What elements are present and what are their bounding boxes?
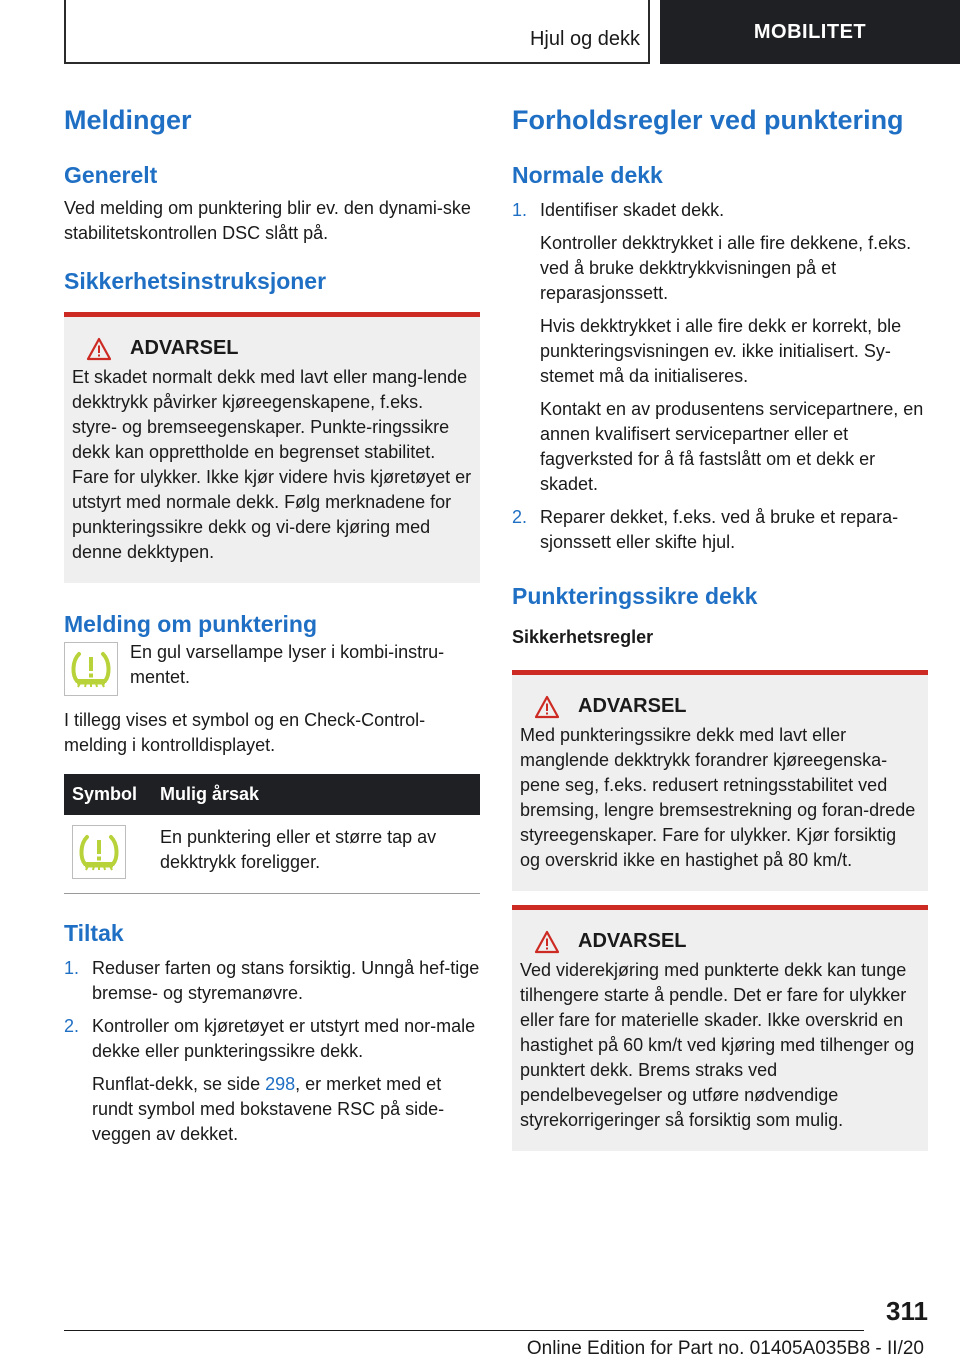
tire-pressure-warning-icon [68,649,114,689]
table-row [64,815,480,894]
footer-rule [64,1330,864,1331]
header-chapter-tab [660,0,960,64]
header-chapter-label: MOBILITET [753,20,867,43]
warning-text: Et skadet normalt dekk med lavt eller mang-lende dekktrykk påvirker kjøreegenskapene, f.eks. styre- og bremseegenskaper. Punkte-ringssikre dekk kan opprettholde en begrenset stabilitet. Fare for ulykker. Ikke kjør videre hvis kjøretøyet er utstyrt med normale dekk. Følg merknadene for punkteringssikre dekk og vi-dere kjøring med denne dekktypen. [72,366,472,562]
step-number: 2. [64,1015,80,1036]
table-header-cause: Mulig årsak [152,774,480,815]
step-number: 2. [512,506,528,527]
table-cell-symbol [64,815,152,894]
step-extra [92,1072,480,1147]
step-body [540,505,928,563]
page-link-298[interactable]: 298 [265,1073,296,1094]
header-rule-bottom [64,62,650,64]
header-rule-mid [648,0,650,64]
tiltak-steps [64,956,480,1155]
warning-text: Ved viderekjøring med punkterte dekk kan tunge tilhengere starte å pendle. Det er fare for ulykker eller fare for materielle skader. Ikke overskrid en hastighet på 60 km/t ved kjøring med tilhenger og punktert dekk. Brems straks ved pendelbevegelser og utføre nødvendige styrekorrigeringer så forsiktig som mulig. [520,959,915,1130]
footer-edition: Online Edition for Part no. 01405A035B8 - II/20 [526,1338,924,1359]
step-number: 1. [512,199,528,220]
lamp-icon-box [64,642,118,696]
heading-generelt: Generelt [64,162,158,189]
step-body [540,198,928,505]
list-item [512,505,928,563]
text-generelt: Ved melding om punktering blir ev. den dynami-ske stabilitetskontrollen DSC slått på. [64,197,471,243]
lamp-text: En gul varsellampe lyser i kombi-instru-mentet. [130,642,445,688]
heading-forholdsregler: Forholdsregler ved punktering [512,105,904,135]
warning-box-3 [512,905,928,1151]
step-extra-b: , er merket med et rundt symbol med bokstavene RSC på side-veggen av dekket. [92,1073,445,1144]
table-header-symbol: Symbol [64,774,152,815]
normale-steps [512,198,928,563]
header-rule-left [64,0,66,64]
table-lamp-box [72,825,126,879]
lamp-row [64,642,480,696]
step-para: Kontakt en av produsentens servicepartnere, en annen kvalifisert servicepartner eller et fagverksted for å få fastslått om et dekk er skadet. [540,398,924,494]
heading-punkteringssikre-dekk: Punkteringssikre dekk [512,582,758,609]
header-section-title: Hjul og dekk [529,28,640,50]
warning-title [520,695,920,719]
list-item [64,956,480,1006]
warning-title [520,930,920,954]
list-item [64,1014,480,1155]
step-body [92,1014,480,1155]
step-number: 1. [64,957,80,978]
heading-meldinger: Meldinger [64,105,192,135]
step-text: Kontroller om kjøretøyet er utstyrt med nor-male dekke eller punkteringssikre dekk. [92,1015,476,1061]
step-extra-a: Runflat-dekk, se side [92,1073,266,1094]
symbol-table [64,774,480,894]
text-tillegg: I tillegg vises et symbol og en Check-Control-melding i kontrolldisplayet. [64,710,426,756]
heading-sikkerhetsinstruksjoner: Sikkerhetsinstruksjoner [64,267,327,294]
step-para: Hvis dekktrykket i alle fire dekk er korrekt, ble punkteringsvisningen ev. ikke initialisert. Sy-stemet må da initialiseres. [540,315,902,386]
warning-triangle-icon [534,695,560,719]
heading-melding-om-punktering: Melding om punktering [64,610,317,637]
heading-tiltak: Tiltak [64,920,124,947]
table-header-row [64,774,480,815]
page-number: 311 [886,1296,928,1326]
tire-pressure-warning-icon [76,832,122,872]
heading-sikkerhetsregler: Sikkerhetsregler [512,626,654,647]
warning-title-text: ADVARSEL [130,337,239,360]
warning-text: Med punkteringssikre dekk med lavt eller manglende dekktrykk forandrer kjøreegenska-pene seg, f.eks. redusert retningsstabilitet ved bremsing, lengre bremsestrekning og foran-drede styreegenskaper. Fare for ulykker. Kjør forsiktig og overskrid ikke en hastighet på 80 km/t. [520,724,916,870]
warning-box-2 [512,670,928,891]
warning-box-1 [64,312,480,583]
table-cell-cause: En punktering eller et større tap av dekktrykk foreligger. [152,815,480,894]
left-column [64,96,480,1155]
step-para: Identifiser skadet dekk. [540,199,725,220]
heading-normale-dekk: Normale dekk [512,162,663,189]
step-para: Kontroller dekktrykket i alle fire dekkene, f.eks. ved å bruke dekktrykkvisningen på et reparasjonssett. [540,232,912,303]
step-text: Reduser farten og stans forsiktig. Unngå hef-tige bremse- og styremanøvre. [92,957,480,1003]
warning-title-text: ADVARSEL [578,930,687,953]
step-para: Reparer dekket, f.eks. ved å bruke et repara-sjonssett eller skifte hjul. [540,506,899,552]
warning-triangle-icon [86,337,112,361]
warning-title-text: ADVARSEL [578,695,687,718]
warning-triangle-icon [534,930,560,954]
list-item [512,198,928,505]
warning-title [72,337,472,361]
right-column [512,96,928,1151]
